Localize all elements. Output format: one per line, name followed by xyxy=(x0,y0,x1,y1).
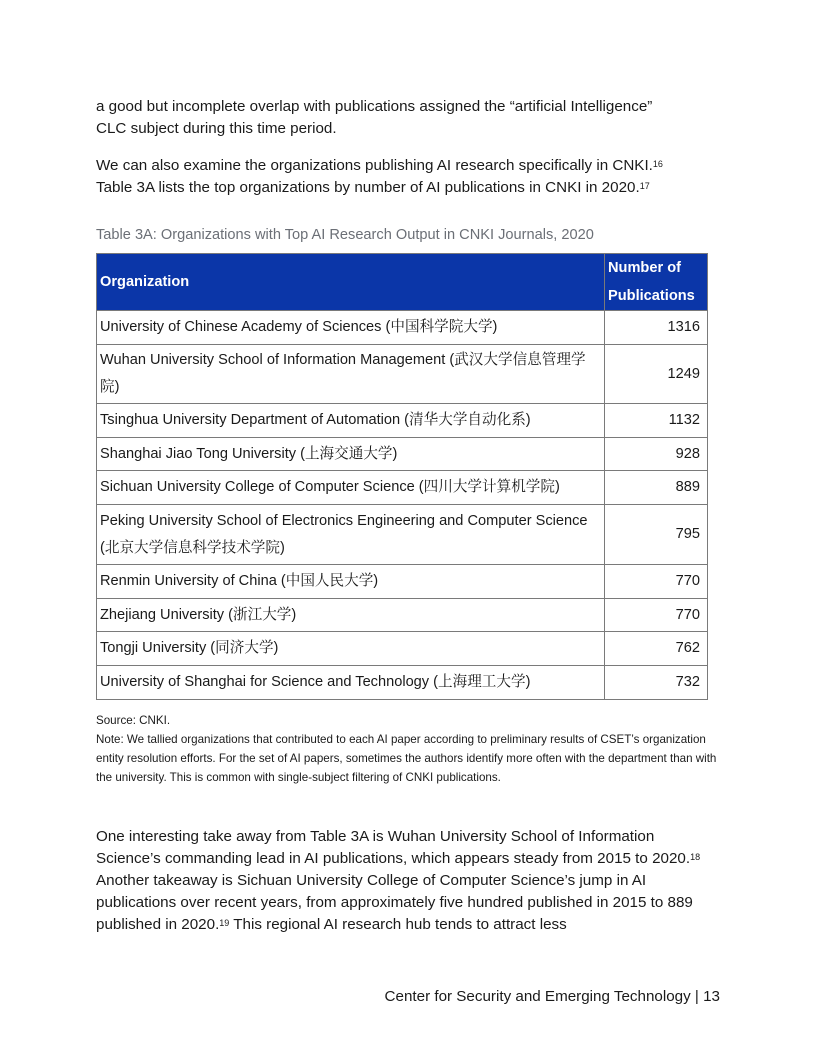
count-cell: 770 xyxy=(605,599,708,632)
org-cell: Wuhan University School of Information Management (武汉大学信息管理学院) xyxy=(97,345,605,404)
source-note: Source: CNKI. xyxy=(96,714,171,727)
intro-p2-text-a: We can also examine the organizations publishing AI research specifically in CNKI. xyxy=(96,157,653,174)
count-cell: 770 xyxy=(605,565,708,599)
closing-text-b: Another takeaway is Sichuan University College of Computer Science’s jump in AI publications over recent years, from approximately five hundred published in 2015 to 889 published in 2020. xyxy=(96,872,693,933)
table-row xyxy=(97,438,708,471)
table-row xyxy=(97,311,708,345)
table-row xyxy=(97,404,708,438)
table-notes xyxy=(96,711,720,787)
header-num-line-2: Publications xyxy=(608,288,695,304)
org-cell: Tsinghua University Department of Automation (清华大学自动化系) xyxy=(97,404,605,438)
count-cell: 795 xyxy=(605,505,708,565)
footnote-ref-18[interactable]: 18 xyxy=(690,852,701,862)
table-row xyxy=(97,599,708,632)
closing-text-a: One interesting take away from Table 3A is Wuhan University School of Information Science’s commanding lead in AI publications, which appears steady from 2015 to 2020. xyxy=(96,828,691,867)
count-cell: 1316 xyxy=(605,311,708,345)
footnote-ref-17[interactable]: 17 xyxy=(639,181,650,191)
intro-line-1: a good but incomplete overlap with publications assigned the “artificial Intelligence” xyxy=(96,98,653,115)
org-cell: Zhejiang University (浙江大学) xyxy=(97,599,605,632)
closing-paragraph xyxy=(96,826,720,936)
org-cell: Tongji University (同济大学) xyxy=(97,632,605,666)
header-num-line-1: Number of xyxy=(608,260,681,276)
footnote-ref-16[interactable]: 16 xyxy=(652,159,663,169)
intro-paragraph-2 xyxy=(96,155,720,199)
count-cell: 732 xyxy=(605,666,708,700)
org-cell: Renmin University of China (中国人民大学) xyxy=(97,565,605,599)
count-cell: 928 xyxy=(605,438,708,471)
table-caption: Table 3A: Organizations with Top AI Research Output in CNKI Journals, 2020 xyxy=(96,227,594,243)
table-header-row xyxy=(97,254,708,311)
table-row xyxy=(97,345,708,404)
org-cell: University of Chinese Academy of Sciences (中国科学院大学) xyxy=(97,311,605,345)
header-number-of-publications xyxy=(605,254,708,311)
count-cell: 1249 xyxy=(605,345,708,404)
header-organization: Organization xyxy=(97,254,605,311)
intro-line-2: CLC subject during this time period. xyxy=(96,120,337,137)
org-cell: Shanghai Jiao Tong University (上海交通大学) xyxy=(97,438,605,471)
count-cell: 889 xyxy=(605,471,708,505)
table-row xyxy=(97,471,708,505)
closing-text-c: This regional AI research hub tends to attract less xyxy=(229,916,567,933)
table-row xyxy=(97,505,708,565)
organizations-table xyxy=(96,253,708,700)
org-cell: Peking University School of Electronics Engineering and Computer Science (北京大学信息科学技术学院) xyxy=(97,505,605,565)
org-cell: University of Shanghai for Science and Technology (上海理工大学) xyxy=(97,666,605,700)
table-row xyxy=(97,666,708,700)
count-cell: 762 xyxy=(605,632,708,666)
intro-p2-text-b: Table 3A lists the top organizations by number of AI publications in CNKI in 2020. xyxy=(96,179,640,196)
methodology-note: Note: We tallied organizations that contributed to each AI paper according to preliminary results of CSET’s organization entity resolution efforts. For the set of AI papers, sometimes the authors identify more often with the department than with the university. This is common with single-subject filtering of CNKI publications. xyxy=(96,733,717,784)
org-cell: Sichuan University College of Computer Science (四川大学计算机学院) xyxy=(97,471,605,505)
table-row xyxy=(97,565,708,599)
table-row xyxy=(97,632,708,666)
footnote-ref-19[interactable]: 19 xyxy=(219,918,230,928)
count-cell: 1132 xyxy=(605,404,708,438)
page-footer: Center for Security and Emerging Technology | 13 xyxy=(384,988,720,1005)
intro-paragraph-1 xyxy=(96,96,720,140)
